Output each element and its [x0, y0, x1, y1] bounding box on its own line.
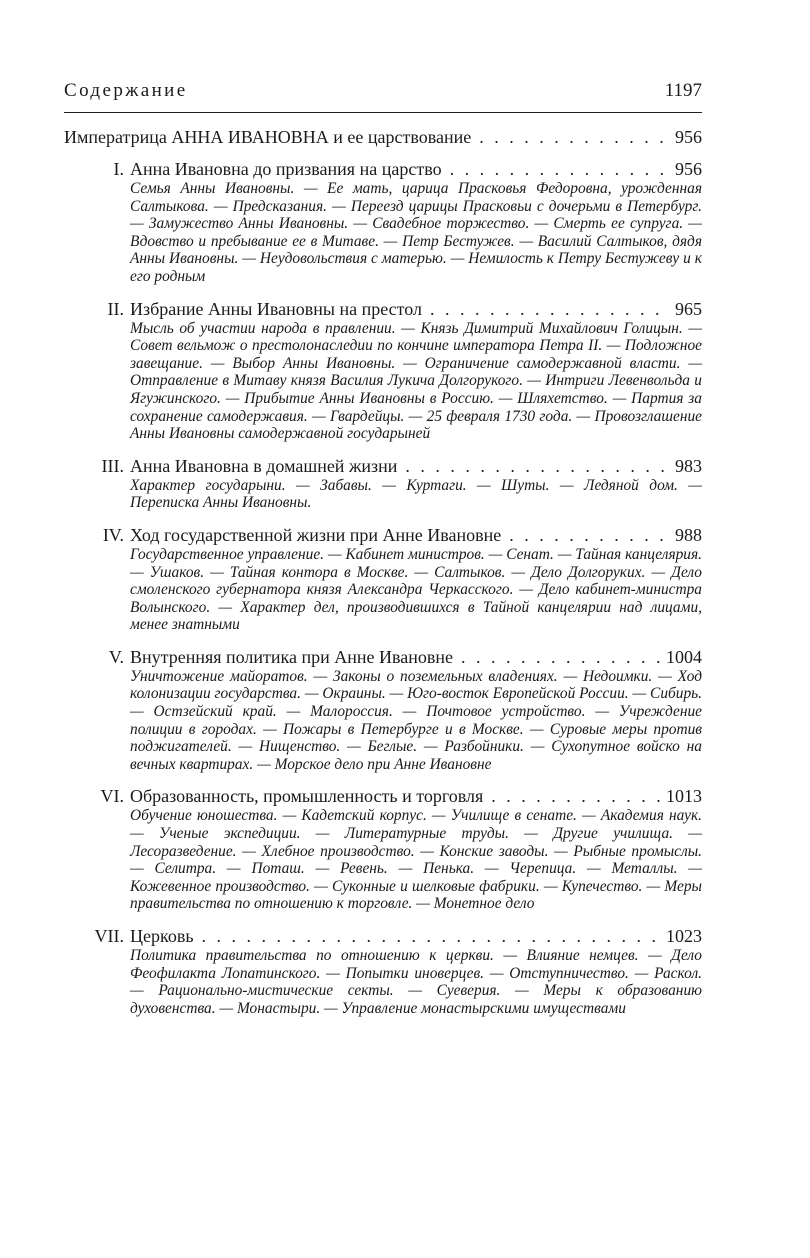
chapter-title: Церковь — [130, 926, 194, 946]
chapter-page: 1013 — [666, 786, 702, 807]
chapter-title: Избрание Анны Ивановны на престол — [130, 298, 423, 319]
chapter-page: 965 — [675, 298, 702, 319]
chapter-page: 988 — [675, 524, 702, 545]
toc-chapter — [64, 925, 702, 1017]
toc-main-entry — [64, 126, 702, 148]
running-head-title: Содержание — [64, 80, 188, 101]
chapter-title: Анна Ивановна до призвания на царство — [130, 159, 442, 179]
toc-chapter — [64, 524, 702, 634]
running-head — [64, 80, 702, 104]
chapter-abstract: Семья Анны Ивановны. — Ее мать, царица Прасковья Федоровна, урожденная Салтыкова. — Предсказания. — Переезд царицы Прасковьи с дочерьми в Петербург. — Замужество Анны Ивановны. — Свадебное торжество. — Смерть ее супруга. — Вдовство и пребывание ее в Митаве. — Петр Бестужев. — Василий Салтыков, дядя Анны Ивановны. — Неудовольствия с матерью. — Немилость к Петру Бестужеву и к его родным — [130, 180, 702, 285]
chapter-page: 1004 — [666, 646, 702, 667]
toc-chapter — [64, 455, 702, 512]
chapter-title: Образованность, промышленность и торговля — [130, 786, 484, 807]
chapter-abstract: Государственное управление. — Кабинет министров. — Сенат. — Тайная канцелярия. — Ушаков. — Тайная контора в Москве. — Салтыков. — Дело Долгоруких. — Дело смоленского губернатора князя Александра Черкасского. — Дело кабинет-министра Волынского. — Характер дел, производившихся в Тайной канцелярии над лицами, менее знатными — [130, 545, 702, 634]
chapter-title: Анна Ивановна в домашней жизни — [130, 455, 398, 476]
chapter-abstract: Характер государыни. — Забавы. — Куртаги. — Шуты. — Ледяной дом. — Переписка Анны Ивановны. — [130, 476, 702, 512]
toc-chapter — [64, 158, 702, 286]
chapter-abstract: Уничтожение майоратов. — Законы о поземельных владениях. — Недоимки. — Ход колонизации государства. — Окраины. — Юго-восток Европейской России. — Сибирь. — Остзейский край. — Малороссия. — Почтовое устройство. — Учреждение полиции в городах. — Пожары в Петербурге и в Москве. — Суровые меры против поджигателей. — Нищенство. — Беглые. — Разбойники. — Сухопутное войско на вечных квартирах. — Морское дело при Анне Ивановне — [130, 667, 702, 773]
toc-chapter — [64, 785, 702, 913]
table-of-contents — [64, 126, 702, 1029]
chapter-numeral: I. — [113, 159, 124, 179]
running-head-page-number: 1197 — [664, 80, 702, 101]
chapter-numeral: V. — [108, 646, 124, 667]
dot-leader — [430, 298, 671, 320]
chapter-page: 983 — [675, 455, 702, 476]
toc-chapter — [64, 298, 702, 443]
toc-chapter — [64, 646, 702, 774]
chapter-numeral: III. — [101, 455, 124, 476]
main-entry-title: Императрица АННА ИВАНОВНА и ее царствование — [64, 127, 472, 147]
chapter-abstract: Мысль об участии народа в правлении. — Князь Димитрий Михайлович Голицын. — Совет вельмож о престолонаследии по кончине императора Петра II. — Подложное завещание. — Выбор Анны Ивановны. — Ограничение самодержавной власти. — Отправление в Митаву князя Василия Лукича Долгорукого. — Интриги Левенвольда и Ягужинского. — Прибытие Анны Ивановны в Россию. — Шляхетство. — Партия за сохранение самодержавия. — Гвардейцы. — 25 февраля 1730 года. — Провозглашение Анны Ивановны самодержавной государыней — [130, 319, 702, 443]
dot-leader — [479, 126, 671, 148]
chapter-numeral: VI. — [100, 786, 124, 807]
dot-leader — [405, 455, 671, 477]
dot-leader — [509, 524, 671, 546]
dot-leader — [450, 158, 671, 180]
chapter-abstract: Обучение юношества. — Кадетский корпус. — Училище в сенате. — Академия наук. — Ученые экспедиции. — Литературные труды. — Другие училища. — Лесоразведение. — Хлебное производство. — Конские заводы. — Рыбные промыслы. — Селитра. — Поташ. — Ревень. — Пенька. — Черепица. — Металлы. — Кожевенное производство. — Суконные и шелковые фабрики. — Купечество. — Меры правительства по отношению к торговле. — Монетное дело — [130, 807, 702, 913]
dot-leader — [202, 925, 662, 947]
main-entry-page: 956 — [675, 127, 702, 147]
chapter-title: Ход государственной жизни при Анне Ивановне — [130, 524, 502, 545]
header-rule — [64, 112, 702, 113]
chapter-numeral: IV. — [102, 524, 124, 545]
chapter-numeral: VII. — [94, 926, 124, 946]
chapter-numeral: II. — [107, 298, 124, 319]
dot-leader — [461, 646, 662, 668]
dot-leader — [491, 785, 662, 807]
chapter-title: Внутренняя политика при Анне Ивановне — [130, 646, 454, 667]
chapter-page: 956 — [675, 159, 702, 179]
chapter-abstract: Политика правительства по отношению к церкви. — Влияние немцев. — Дело Феофилакта Лопатинского. — Попытки иноверцев. — Отступничество. — Раскол. — Рационально-мистические секты. — Суеверия. — Меры к образованию духовенства. — Монастыри. — Управление монастырскими имуществами — [130, 947, 702, 1017]
chapter-page: 1023 — [666, 926, 702, 946]
